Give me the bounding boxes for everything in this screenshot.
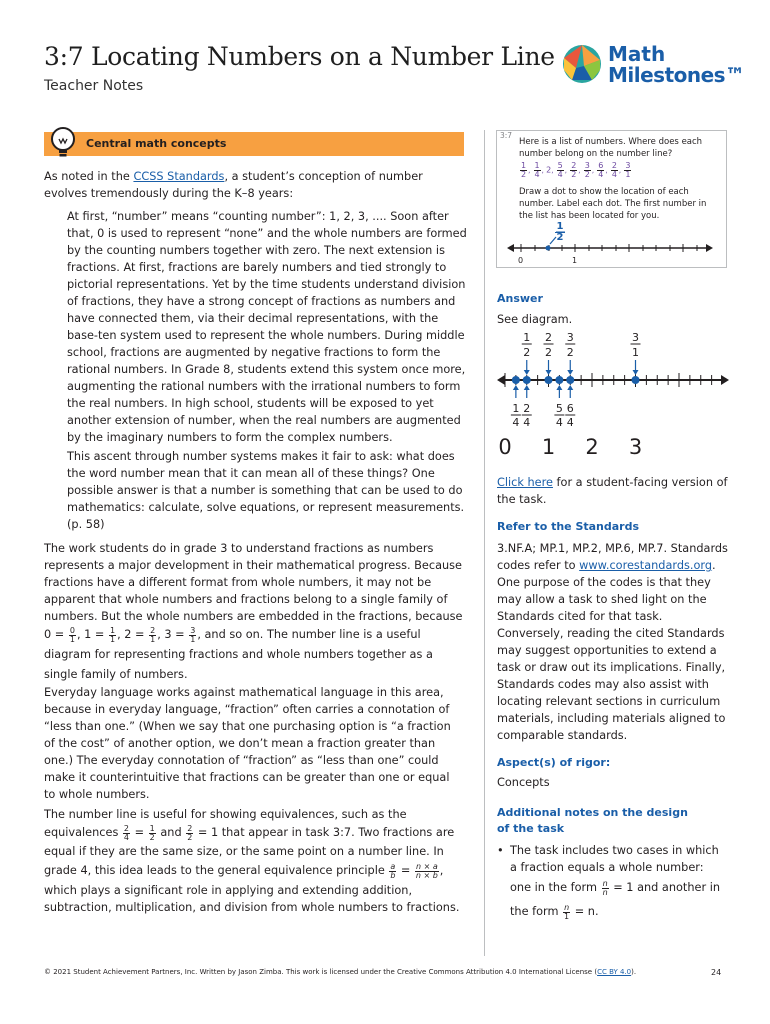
equiv-text-c: = 1 that appear in task 3:7. Two fractions are [194,826,455,839]
answer-heading: Answer [497,292,543,305]
bottom-label-numerator: 2 [523,402,531,415]
top-label-denominator: 2 [523,346,531,359]
quote-paragraph-2: This ascent through number systems makes it fair to ask: what does the word number mean that it can mean all of these things? One possible answer is that a number is something that can be used to do mathematics: calculate, solve equations, or represent measurements. (p. 58) [67,450,465,531]
rigor-text: Concepts [497,776,550,789]
top-label-numerator: 2 [545,331,552,344]
top-arrow-head [524,370,530,375]
equiv-text-d: grade 4, this idea leads to the general equivalence principle [44,864,385,877]
rigor-heading: Aspect(s) of rigor: [497,756,611,769]
intro-text-start: As noted in the [44,170,134,183]
example-dot [546,246,551,251]
refer-standards-text [497,540,729,744]
task-tick-0: 0 [518,256,524,265]
lightbulb-icon [48,126,78,160]
everyday-language-paragraph: Everyday language works against mathematical language in this area, because in everyday language, “fraction” often carries a connotation of “less than one.” (When we say that one purchasing option is “a fraction of the cost” of another option, we don’t mean a fraction greater than one.) The everyday connotation of “fraction” as “less than one” could make it counterintuitive that fractions can be greater than one or equal to whole numbers. [44,686,451,801]
equivalence-line-5: which plays a significant role in applying and extending addition, [44,884,413,897]
task-number-line [505,222,715,268]
ccss-standards-link[interactable]: CCSS Standards [133,170,225,183]
axis-label: 0 [498,435,512,459]
student-facing-text [497,474,729,508]
bottom-arrow-head [524,385,530,390]
bottom-label-denominator: 4 [523,416,531,429]
bottom-label-denominator: 4 [555,416,563,429]
equivalence-line-4: grade 4, this idea leads to the general equivalence principle $\frac{a}{b}$ = $\frac{n \times a}{n \times b}$ , [44,861,444,880]
design-note-item: • The task includes two cases in which a fraction equals a whole number: one in the form $\frac{n}{n}$ = 1 and another in the form $\frac{n}{1}$ = n. [497,842,729,924]
design-notes-list [497,842,729,924]
left-arrow-icon [497,375,505,385]
answer-dot [555,376,563,384]
equation-tail-text: , and so on. The number line is a useful diagram for representing fractions and whole numbers together as a single family of numbers. [44,628,433,681]
top-label-numerator: 3 [632,331,639,344]
fractions-paragraph-text: The work students do in grade 3 to understand fractions as numbers represents a major development in their mathematical progress. Because fractions have a different format from whole numbers, it may not be apparent that whole numbers and fractions belong to a single family of numbers. But the whole numbers are embedded in the fractions, because [44,542,463,623]
student-facing-tail: for a student-facing version of the task. [497,476,728,506]
cc-by-link[interactable]: CC BY 4.0 [597,968,632,976]
note-text-b1: one in the form [510,881,601,894]
answer-dot [566,376,574,384]
bottom-arrow-head [567,385,573,390]
bottom-arrow-head [556,385,562,390]
axis-label: 3 [628,435,643,459]
note-text-c1: the form [510,905,563,918]
note-text-c2: = n. [571,905,599,918]
equivalence-line-6: subtraction, multiplication, and division from whole numbers to fractions. [44,901,460,914]
bottom-label-numerator: 1 [512,402,520,415]
answer-dot [512,376,520,384]
logo-text-milestones: Milestones™ [608,63,745,87]
bottom-label-denominator: 4 [512,416,520,429]
right-arrow-icon [721,375,729,385]
bottom-arrow-head [513,385,519,390]
task-prompt: Here is a list of numbers. Where does each number belong on the number line? [519,137,703,159]
equiv-text-a: equivalences [44,826,122,839]
top-arrow-head [546,370,552,375]
axis-label: 1 [541,435,556,459]
equiv-text-b: and [156,826,186,839]
equivalence-line-2: equivalences $\frac{2}{4}$ = $\frac{1}{2}$ and $\frac{2}{2}$ = 1 that appear in task 3:7. Two fractions are [44,823,455,842]
example-denominator: 2 [556,232,564,243]
top-label-denominator: 1 [632,346,639,359]
click-here-link[interactable]: Click here [497,476,553,489]
note-text-a: The task includes two cases in which a fraction equals a whole number: [510,844,719,874]
task-number: 3:7 [500,131,513,140]
top-arrow-head [633,370,639,375]
page-subtitle: Teacher Notes [44,78,144,94]
whole-number-equation: 0 = $\frac{0}{1}$ , 1 = $\frac{1}{1}$ , 2 = $\frac{2}{1}$ , 3 = $\frac{3}{1}$ , and so on. The number line is a useful diagram for representing fractions and whole numbers together as a single family of numbers. [44,625,433,681]
equivalence-line-3: equal if they are the same size, or the same point on a number line. In [44,845,444,858]
intro-text-end: , a student’s conception of number evolves tremendously during the K–8 years: [44,170,423,200]
refer-text-start: 3.NF.A; MP.1, MP.2, MP.6, MP.7. Standards codes refer to [497,542,728,572]
equivalence-paragraph [44,806,464,916]
page-number: 24 [711,968,722,977]
quote-paragraph-1: At first, “number” means “counting number”: 1, 2, 3, .... Soon after that, 0 is used to represent “none” and the whole numbers are formed by the counting numbers together with zero. The next extension is fractions. At first, fractions are barely numbers and tied strongly to pictorial representations. Yet by the time students understand division of fractions, they have a strong concept of fractions as numbers and have connected them, via their decimal representations, with the base-ten system used to represent the whole numbers. During middle school, fractions are augmented by negative fractions to form the rational numbers. In Grade 8, students extend this system once more, augmenting the rational numbers with the irrational numbers to form the real numbers. In high school, students will be exposed to yet another extension of number, when the real numbers are augmented by the imaginary numbers to form the complex numbers. [67,210,467,444]
footer-license [44,968,724,976]
bottom-label-denominator: 4 [566,416,574,429]
example-numerator: 1 [556,221,564,232]
answer-text: See diagram. [497,313,573,326]
top-label-denominator: 2 [545,346,552,359]
answer-dot [632,376,640,384]
task-number-list: $\frac{1}{2}$ , $\frac{1}{4}$ , 2, $\frac{5}{4}$ , $\frac{2}{2}$ , $\frac{3}{2}$ , $\frac{6}{4}$ , $\frac{2}{4}$ , $\frac{3}{1}$ [521,161,631,179]
answer-dot [523,376,531,384]
top-label-numerator: 1 [523,331,531,344]
bottom-label-numerator: 5 [555,402,563,415]
answer-number-line-diagram [497,330,729,460]
footer-text: © 2021 Student Achievement Partners, Inc. Written by Jason Zimba. This work is licensed under the Creative Commons Attribution 4.0 International License ( [44,968,598,976]
task-tick-1: 1 [572,256,578,265]
top-arrow-head [567,370,573,375]
intro-paragraph [44,168,464,202]
top-label-denominator: 2 [566,346,574,359]
axis-label: 2 [585,435,599,459]
refer-standards-heading: Refer to the Standards [497,520,640,533]
note-text-b2: = 1 and another in [609,881,720,894]
corestandards-link[interactable]: www.corestandards.org [579,559,713,572]
task-instructions: Draw a dot to show the location of each number. Label each dot. The first number in the list has been located for you. [519,187,707,221]
banner-heading: Central math concepts [86,137,227,150]
top-label-numerator: 3 [566,331,574,344]
equivalence-line-1: The number line is useful for showing equivalences, such as the [44,808,407,821]
notes-heading-line-1: Additional notes on the design [497,806,688,819]
page-title: 3:7 Locating Numbers on a Number Line [44,42,555,71]
example-fraction [555,222,565,243]
math-milestones-logo [562,42,745,92]
answer-dot [545,376,553,384]
fractions-paragraph [44,540,464,685]
refer-text-end: . One purpose of the codes is that they may allow a task to shed light on the Standards cited for that task. Conversely, reading the cited Standards may suggest opportunities to extend a task or draw out its implications. Finally, Standards codes may also assist with locating relevant sections in curriculum materials, including materials aligned to comparable standards. [497,559,726,742]
footer-tail: ). [631,968,637,976]
column-divider [484,130,485,956]
logo-text-math: Math [608,42,666,66]
logo-mosaic-icon [562,44,602,84]
bottom-label-numerator: 6 [566,402,574,415]
notes-heading-line-2: of the task [497,822,565,835]
